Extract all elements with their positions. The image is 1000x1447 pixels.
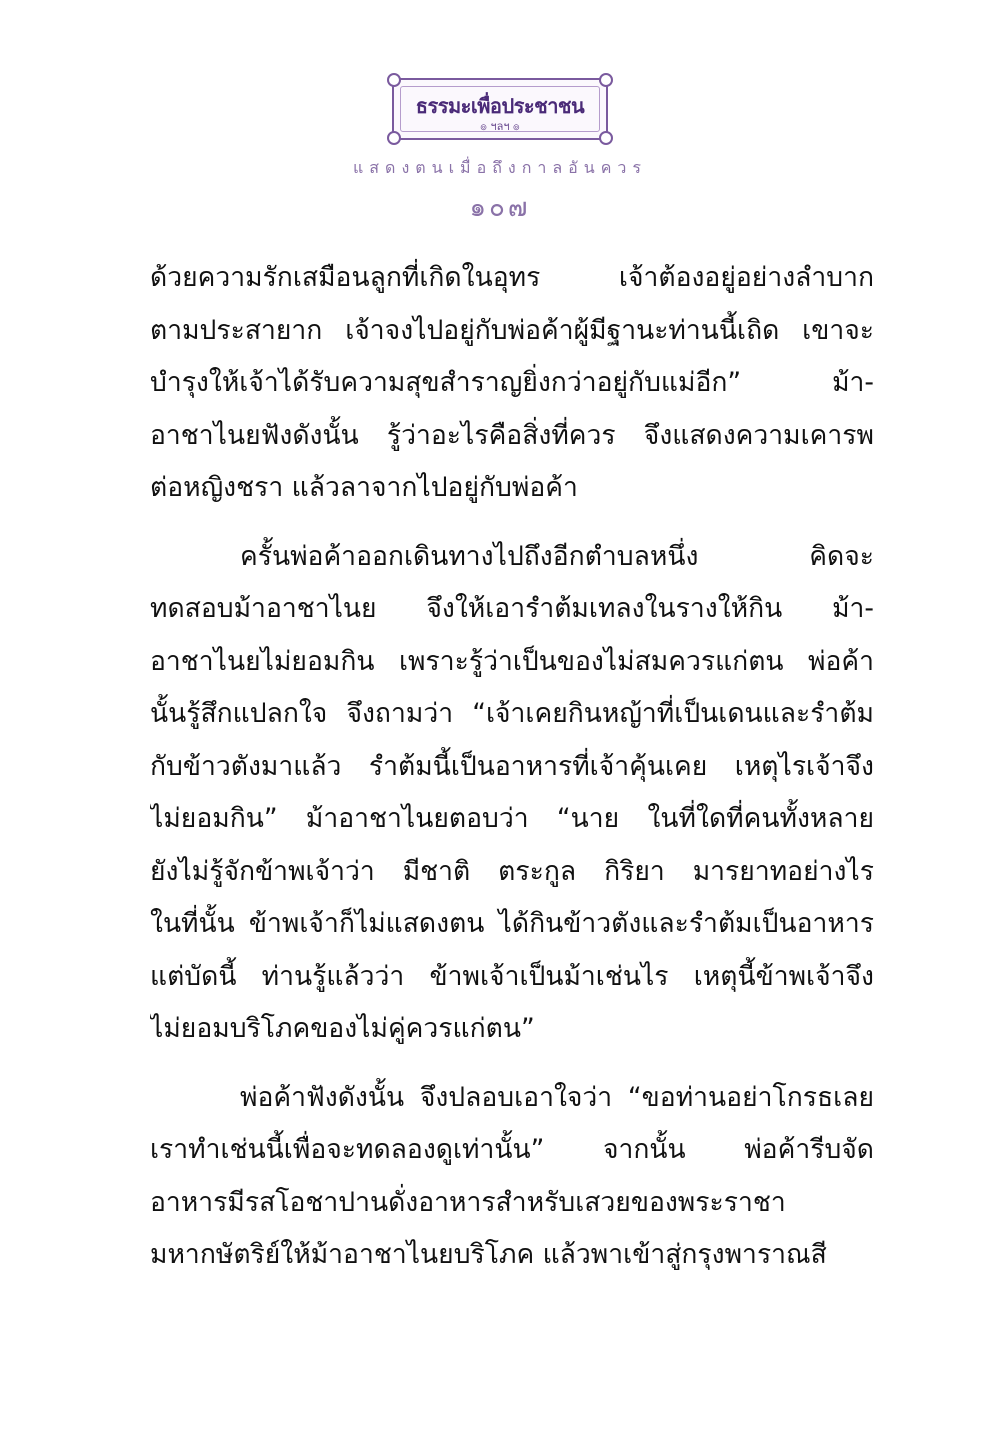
- logo-corner-ornament: [387, 73, 401, 87]
- text-line: แต่บัดนี้ ท่านรู้แล้วว่า ข้าพเจ้าเป็นม้าเช่นไร เหตุนี้ข้าพเจ้าจึง: [150, 960, 874, 992]
- text-line: ทดสอบม้าอาชาไนย จึงให้เอารำต้มเทลงในรางให้กิน ม้า-: [150, 593, 874, 624]
- paragraph-1: [150, 252, 874, 515]
- logo-corner-ornament: [599, 73, 613, 87]
- text-line: มหากษัตริย์ให้ม้าอาชาไนยบริโภค แล้วพาเข้าสู่กรุงพาราณสี: [150, 1239, 827, 1270]
- text-line: ด้วยความรักเสมือนลูกที่เกิดในอุทร เจ้าต้องอยู่อย่างลำบาก: [150, 262, 874, 293]
- text-line: นั้นรู้สึกแปลกใจ จึงถามว่า “เจ้าเคยกินหญ้าที่เป็นเดนและรำต้ม: [150, 698, 874, 729]
- chapter-title: แสดงตนเมื่อถึงกาลอันควร: [352, 158, 648, 177]
- series-logo: [392, 78, 608, 140]
- text-line: ครั้นพ่อค้าออกเดินทางไปถึงอีกตำบลหนึ่ง คิดจะ: [240, 540, 874, 572]
- text-line: บำรุงให้เจ้าได้รับความสุขสำราญยิ่งกว่าอยู่กับแม่อีก” ม้า-: [150, 367, 874, 398]
- text-line: อาชาไนยฟังดังนั้น รู้ว่าอะไรคือสิ่งที่ควร จึงแสดงความเคารพ: [150, 419, 874, 451]
- logo-text: ธรรมะเพื่อประชาชน: [415, 94, 585, 118]
- text-line: กับข้าวตังมาแล้ว รำต้มนี้เป็นอาหารที่เจ้าคุ้นเคย เหตุไรเจ้าจึง: [150, 750, 874, 782]
- text-line: อาหารมีรสโอชาปานดั่งอาหารสำหรับเสวยของพระราชา: [150, 1186, 786, 1218]
- text-line: ในที่นั้น ข้าพเจ้าก็ไม่แสดงตน ได้กินข้าวตังและรำต้มเป็นอาหาร: [150, 908, 874, 939]
- text-line: ตามประสายาก เจ้าจงไปอยู่กับพ่อค้าผู้มีฐานะท่านนี้เถิด เขาจะ: [150, 314, 874, 346]
- text-line: ไม่ยอมกิน” ม้าอาชาไนยตอบว่า “นาย ในที่ใดที่คนทั้งหลาย: [150, 803, 874, 834]
- text-line: ต่อหญิงชรา แล้วลาจากไปอยู่กับพ่อค้า: [150, 472, 578, 503]
- text-line: อาชาไนยไม่ยอมกิน เพราะรู้ว่าเป็นของไม่สมควรแก่ตน พ่อค้า: [150, 645, 874, 677]
- paragraph-2: [150, 531, 874, 1056]
- text-line: ยังไม่รู้จักข้าพเจ้าว่า มีชาติ ตระกูล กิริยา มารยาทอย่างไร: [150, 855, 874, 887]
- page-number: ๑๐๗: [469, 193, 531, 223]
- body-text: [150, 252, 874, 1298]
- text-line: ไม่ยอมบริโภคของไม่คู่ควรแก่ตน”: [150, 1013, 535, 1044]
- text-line: พ่อค้าฟังดังนั้น จึงปลอบเอาใจว่า “ขอท่านอย่าโกรธเลย: [240, 1081, 874, 1113]
- paragraph-3: [150, 1072, 874, 1282]
- logo-ornament-text: ๏ ฯลฯ ๏: [480, 120, 520, 133]
- page-header: [0, 78, 1000, 228]
- text-line: เราทำเช่นนี้เพื่อจะทดลองดูเท่านั้น” จากนั้น พ่อค้ารีบจัด: [150, 1134, 874, 1165]
